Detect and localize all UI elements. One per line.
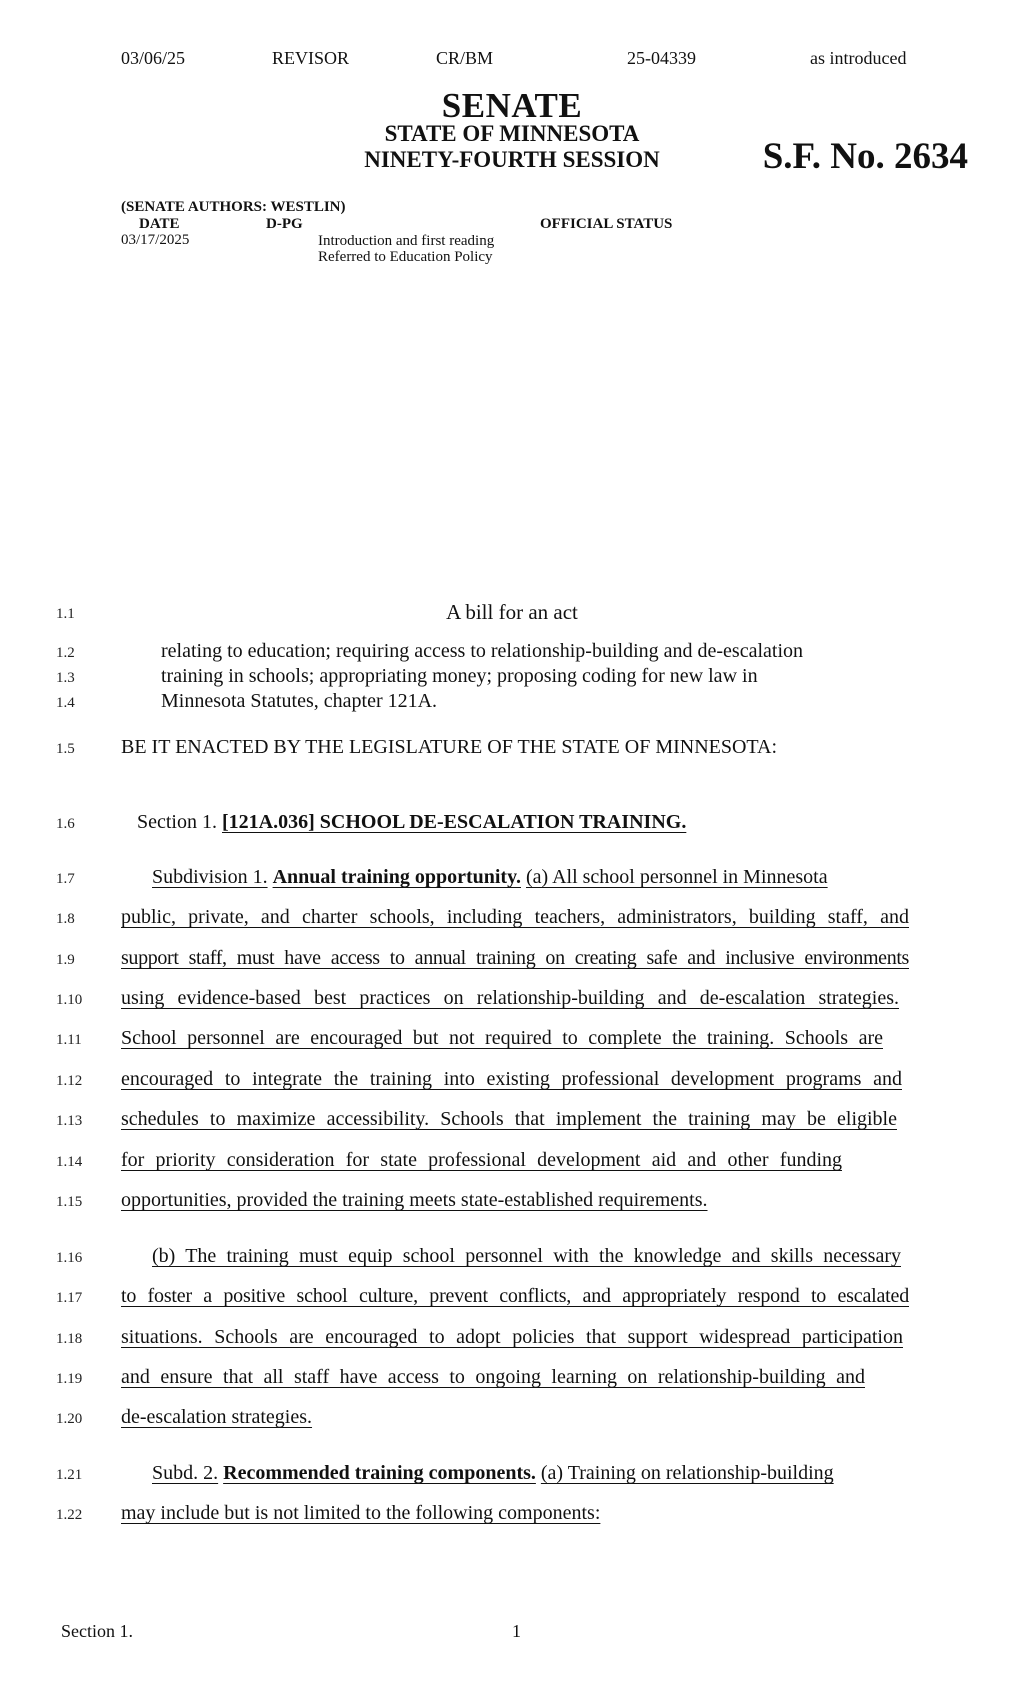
state-title: STATE OF MINNESOTA [384,121,640,146]
bill-description-line: training in schools; appropriating money; proposing coding for new law in [161,665,758,687]
bill-description-line: Minnesota Statutes, chapter 121A. [161,690,438,712]
line-number: 1.1 [56,606,75,622]
header-doc-number: 25-04339 [627,48,696,68]
page-number: 1 [512,1621,521,1641]
section-label: Section 1. [137,811,217,833]
line-number: 1.22 [56,1507,83,1523]
subdivision-label: Subd. 2. [152,1462,219,1484]
bill-number: S.F. No. 2634 [762,136,968,177]
entry-action-referred: Referred to Education Policy [318,249,493,265]
entry-action-intro: Introduction and first reading [318,233,495,249]
bill-text-line: schedules to maximize accessibility. Schools that implement the training may be eligible [121,1108,897,1130]
subdivision-line [152,1461,940,1485]
subdivision-line [152,865,940,889]
subdivision-text: (a) Training on relationship-building [540,1462,834,1484]
subdivision-heading: Recommended training components. [223,1462,536,1484]
bill-text-line: public, private, and charter schools, including teachers, administrators, building staff, and [121,906,909,928]
line-number: 1.20 [56,1411,83,1427]
header-revisor: REVISOR [272,48,350,68]
header-initials: CR/BM [436,48,494,68]
session-title: NINETY-FOURTH SESSION [364,147,660,172]
chamber-title: SENATE [441,86,583,125]
bill-text-line: may include but is not limited to the following components: [121,1502,601,1524]
entry-date: 03/17/2025 [121,232,190,248]
col-date-header: DATE [139,216,180,232]
line-number: 1.18 [56,1331,83,1347]
line-number: 1.21 [56,1467,83,1483]
section-title: [121A.036] SCHOOL DE-ESCALATION TRAINING. [222,811,687,833]
bill-text-line: and ensure that all staff have access to ongoing learning on relationship-building and [121,1366,865,1388]
enacting-clause: BE IT ENACTED BY THE LEGISLATURE OF THE STATE OF MINNESOTA: [121,736,778,758]
subdivision-text: (a) All school personnel in Minnesota [526,866,828,888]
bill-text-line: using evidence-based best practices on relationship-building and de-escalation strategies. [121,987,899,1009]
line-number: 1.19 [56,1371,83,1387]
bill-text-line: School personnel are encouraged but not required to complete the training. Schools are [121,1027,883,1049]
bill-text-line: (b) The training must equip school personnel with the knowledge and skills necessary [152,1245,901,1267]
line-number: 1.10 [56,992,83,1008]
line-number: 1.7 [56,871,75,887]
header-date: 03/06/25 [121,48,186,68]
bill-text-line: situations. Schools are encouraged to adopt policies that support widespread participation [121,1326,903,1348]
line-number: 1.11 [56,1032,82,1048]
line-number: 1.6 [56,816,75,832]
bill-text-line: encouraged to integrate the training into existing professional development programs and [121,1068,902,1090]
line-number: 1.4 [56,695,75,711]
bill-act-title: A bill for an act [446,600,578,624]
subdivision-label: Subdivision 1. [152,866,268,888]
line-number: 1.13 [56,1113,83,1129]
line-number: 1.15 [56,1194,83,1210]
bill-description-line: relating to education; requiring access to relationship-building and de-escalation [161,640,804,662]
subdivision-heading: Annual training opportunity. [272,866,521,888]
authors-heading: (SENATE AUTHORS: WESTLIN) [121,199,346,215]
line-number: 1.2 [56,645,75,661]
line-number: 1.8 [56,911,75,927]
line-number: 1.16 [56,1250,83,1266]
footer-section: Section 1. [61,1621,133,1641]
bill-text-line: de-escalation strategies. [121,1406,313,1428]
bill-text-line: to foster a positive school culture, prevent conflicts, and appropriately respond to escalated [121,1285,909,1307]
bill-text-line: for priority consideration for state professional development aid and other funding [121,1149,842,1171]
line-number: 1.14 [56,1154,83,1170]
line-number: 1.12 [56,1073,83,1089]
line-number: 1.5 [56,741,75,757]
bill-text-line: opportunities, provided the training meets state-established requirements. [121,1189,708,1211]
bill-text-line: support staff, must have access to annual training on creating safe and inclusive environments [121,947,909,969]
col-status-header: OFFICIAL STATUS [540,216,673,232]
section-heading [137,810,925,834]
header-status: as introduced [810,48,907,68]
line-number: 1.9 [56,952,75,968]
line-number: 1.17 [56,1290,83,1306]
col-dpg-header: D-PG [266,216,303,232]
line-number: 1.3 [56,670,75,686]
